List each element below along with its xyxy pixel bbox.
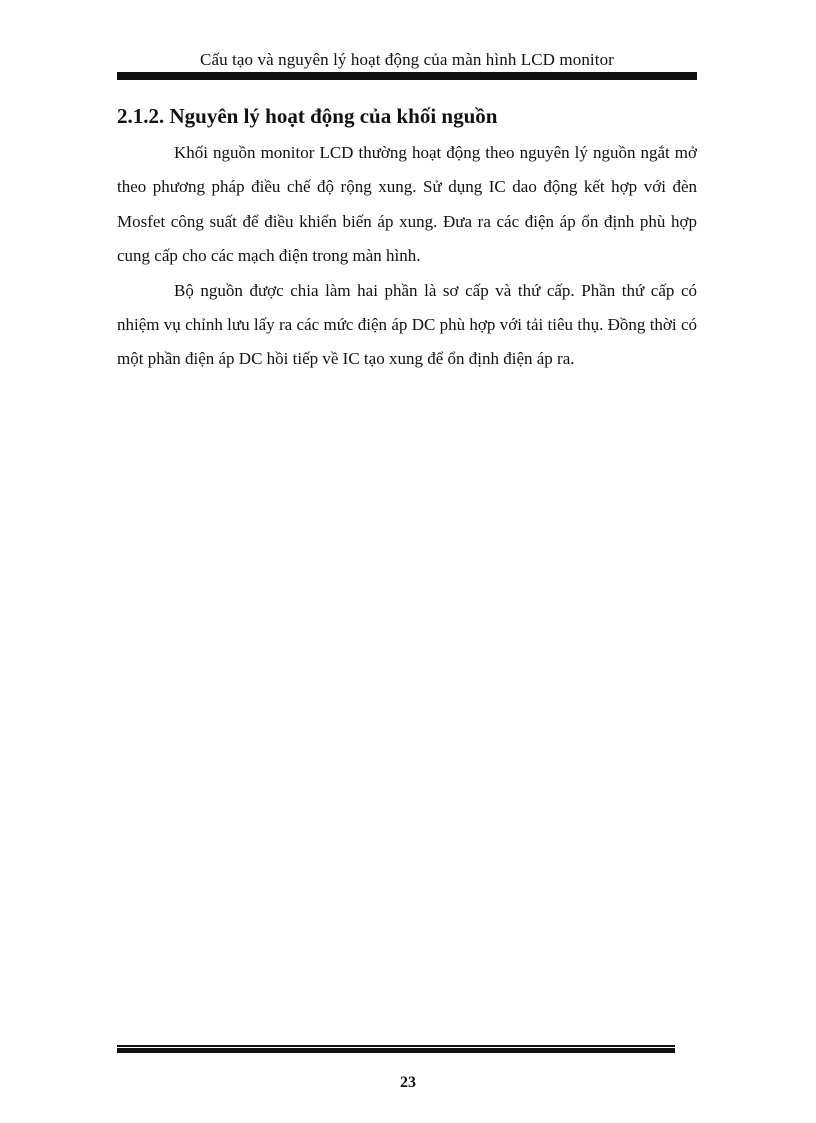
header-rule xyxy=(117,72,697,80)
footer-rule xyxy=(117,1045,675,1053)
section-heading: 2.1.2. Nguyên lý hoạt động của khối nguồn xyxy=(117,104,498,128)
page-content xyxy=(117,100,697,377)
paragraph-2: Bộ nguồn được chia làm hai phần là sơ cấp và thứ cấp. Phần thứ cấp có nhiệm vụ chỉnh lưu lấy ra các mức điện áp DC phù hợp với tải tiêu thụ. Đồng thời có một phần điện áp DC hồi tiếp về IC tạo xung để ổn định điện áp ra. xyxy=(117,280,697,369)
running-header-title: Cấu tạo và nguyên lý hoạt động của màn hình LCD monitor xyxy=(200,50,614,69)
paragraph-1: Khối nguồn monitor LCD thường hoạt động theo nguyên lý nguồn ngắt mở theo phương pháp điều chế độ rộng xung. Sử dụng IC dao động kết hợp với đèn Mosfet công suất để điều khiển biến áp xung. Đưa ra các điện áp ổn định phù hợp cung cấp cho các mạch điện trong màn hình. xyxy=(117,143,697,266)
footer-rule-thick-line xyxy=(117,1048,675,1053)
page-number: 23 xyxy=(400,1074,416,1091)
footer-rule-thin-line xyxy=(117,1045,675,1047)
